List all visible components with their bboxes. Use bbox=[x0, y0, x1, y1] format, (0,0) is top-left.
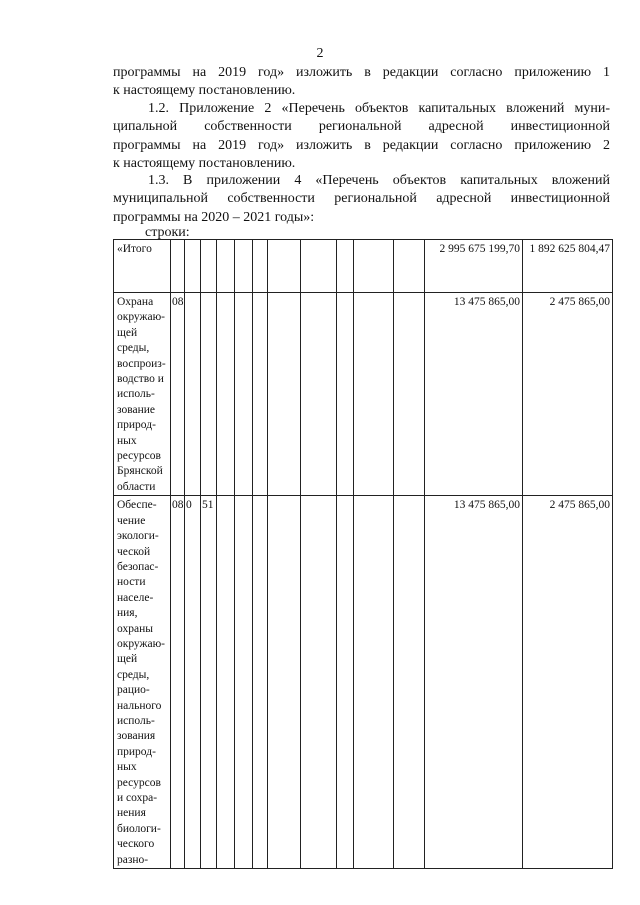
amount-2021: 2 475 865,00 bbox=[549, 499, 610, 512]
amount-2020: 2 995 675 199,70 bbox=[439, 243, 520, 255]
code-cell: 0 bbox=[186, 499, 192, 512]
table-row bbox=[114, 496, 613, 869]
text-line: 1.2. Приложение 2 «Перечень объектов капитальных вложений муни- bbox=[148, 101, 610, 116]
amount-2020: 13 475 865,00 bbox=[453, 296, 520, 308]
code-cell bbox=[171, 240, 184, 242]
code-cell: 08 bbox=[172, 296, 184, 308]
code-cell bbox=[201, 293, 216, 295]
text-line: к настоящему постановлению. bbox=[113, 155, 296, 171]
row-label: Обеспе- чение экологи- ческой безопас- ности населе- ния, охраны окружаю- щей среды, рацио- нального исполь- зования природ- ных ресурсов и сохра- нения биологи- ческого разно- bbox=[117, 499, 166, 866]
text-line: программы на 2020 – 2021 годы»: bbox=[113, 209, 315, 225]
table-row bbox=[114, 293, 613, 496]
amount-2021: 2 475 865,00 bbox=[549, 296, 610, 308]
code-cell bbox=[185, 240, 200, 242]
code-cell bbox=[201, 240, 216, 242]
row-label: «Итого bbox=[117, 243, 152, 255]
code-cell: 08 bbox=[172, 499, 184, 512]
text-line: программы на 2019 год» изложить в редакции согласно приложению 2 bbox=[113, 137, 610, 153]
amount-2021: 1 892 625 804,47 bbox=[529, 243, 610, 255]
amount-2020: 13 475 865,00 bbox=[453, 499, 520, 512]
text-line: 1.3. В приложении 4 «Перечень объектов капитальных вложений bbox=[148, 173, 610, 188]
table-row bbox=[114, 240, 613, 293]
row-label: Охрана окружаю- щей среды, воспроиз- водство и исполь- зование природ- ных ресурсов Брянской области bbox=[117, 296, 166, 493]
page-number: 2 bbox=[316, 46, 324, 61]
text-line: муниципальной собственности региональной адресной инвестиционной bbox=[113, 191, 610, 207]
paragraph-continuation bbox=[113, 64, 610, 101]
code-cell bbox=[185, 293, 200, 295]
text-line: ципальной собственности региональной адресной инвестиционной bbox=[113, 119, 610, 135]
paragraph-item-1-2 bbox=[113, 100, 610, 173]
paragraph-item-1-3 bbox=[113, 172, 610, 227]
capital-investment-table bbox=[113, 239, 613, 869]
code-cell: 51 bbox=[202, 499, 214, 512]
text-line: к настоящему постановлению. bbox=[113, 83, 296, 99]
table-intro: строки: bbox=[145, 225, 190, 240]
text-line: программы на 2019 год» изложить в редакции согласно приложению 1 bbox=[113, 65, 610, 80]
